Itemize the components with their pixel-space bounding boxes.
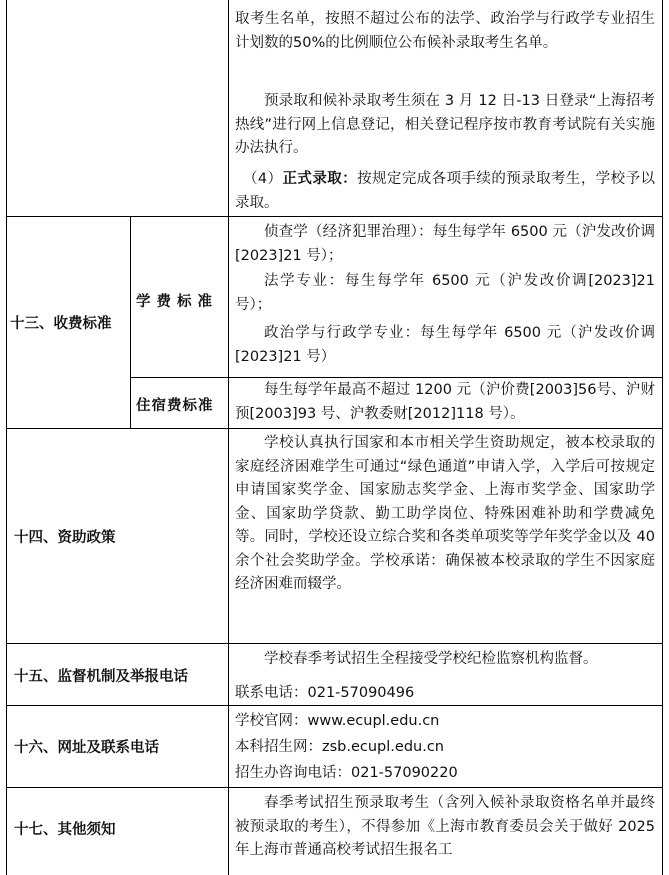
tuition-line-3: 政治学与行政学专业：每生每学年 6500 元（沪发改价调[2023]21 号） [235,325,655,365]
housing-label: 住宿费标准 [136,397,214,414]
column-divider-sub [130,216,131,428]
row-divider-13 [6,216,663,217]
table-border-right [662,0,663,875]
row15-line-1: 学校春季考试招生全程接受学校纪检监察机构监督。 [264,651,598,667]
row16-label: 十六、网址及联系电话 [14,739,159,756]
row17-text: 春季考试招生预录取考生（含列入候补录取资格名单并最终被预录取的考生），不得参加《上海市教育委员会关于做好 2025 年上海市普通高校考试招生报名工 [235,795,655,858]
column-divider-main [228,0,229,875]
row14-text: 学校认真执行国家和本市相关学生资助规定，被本校录取的家庭经济困难学生可通过“绿色通道”申请入学，入学后可按规定申请国家奖学金、国家励志奖学金、上海市奖学金、国家助学金、国家助学贷款、勤工助学岗位、特殊困难补助和学费减免等。同时，学校还设立综合奖和各类单项奖等学年奖学金以及 40 余个社会奖助学金。学校承诺：确保被本校录取的学生不因家庭经济困难而辍学。 [235,435,655,592]
row12-paragraph-1: 取考生名单，按照不超过公布的法学、政治学与行政学专业招生计划数的50%的比例顺位公布候补录取考生名单。 [235,11,655,51]
row13-label: 十三、收费标准 [10,315,112,332]
tuition-label: 学费标准 [136,293,218,310]
row12-paragraph-2: 预录取和候补录取考生须在 3 月 12 日-13 日登录“上海招考热线”进行网上信息登记，相关登记程序按市教育考试院有关实施办法执行。 [235,93,655,156]
row12-p3-prefix: （4） [243,171,283,187]
admissions-phone-line: 招生办咨询电话：021-57090220 [235,765,458,781]
row15-label: 十五、监督机制及举报电话 [14,668,188,685]
row-divider-14 [6,428,663,429]
row12-paragraph-3 [235,168,655,215]
row12-p3-rest: 按规定完成各项手续的预录取考生，学校予以录取。 [235,171,656,211]
website-line[interactable]: 学校官网：www.ecupl.edu.cn [235,713,440,729]
admissions-website-line[interactable]: 本科招生网：zsb.ecupl.edu.cn [235,739,444,755]
row-divider-13-sub [130,377,663,378]
table-border-left [6,0,7,875]
row-divider-15 [6,643,663,644]
row17-label: 十七、其他须知 [14,821,116,838]
row-divider-17 [6,787,663,788]
tuition-line-1: 侦查学（经济犯罪治理）：每生每学年 6500 元（沪发改价调[2023]21 号）； [235,224,655,264]
row12-p3-bold: 正式录取： [282,171,358,187]
tuition-line-2: 法学专业：每生每学年 6500 元（沪发改价调[2023]21 号）； [235,273,655,313]
row-divider-16 [6,705,663,706]
housing-text: 每生每学年最高不超过 1200 元（沪价费[2003]56号、沪财预[2003]93 号、沪教委财[2012]118 号）。 [235,382,655,422]
row15-line-2: 联系电话：021-57090496 [235,685,415,701]
row14-label: 十四、资助政策 [14,529,116,546]
